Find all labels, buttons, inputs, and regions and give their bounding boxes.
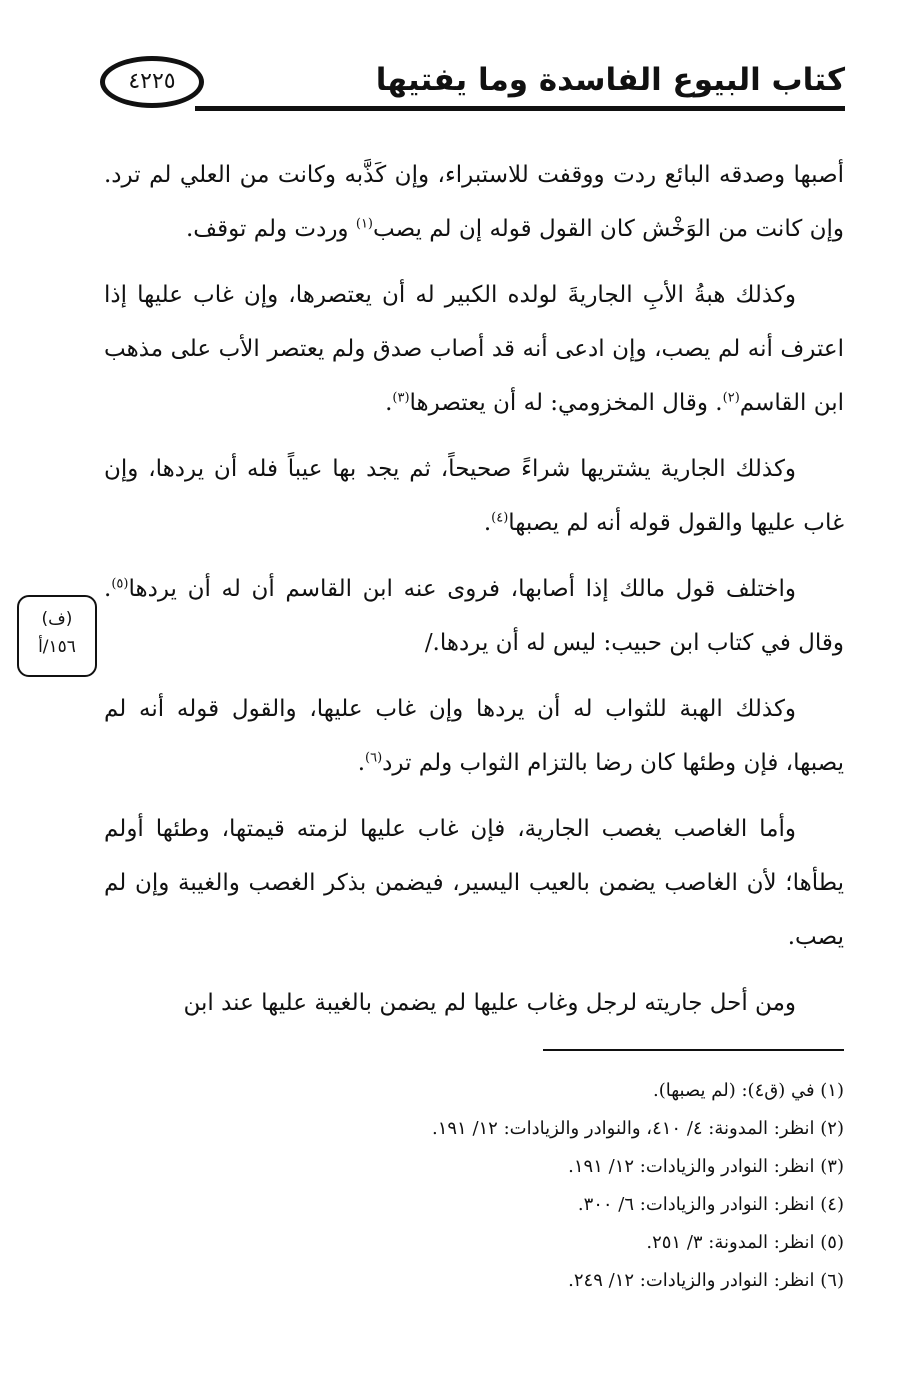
page-number: ٤٢٢٥ [128,69,176,94]
paragraph-1-tail: وردت ولم توقف. [185,216,356,242]
paragraph-2-text: وكذلك هبةُ الأبِ الجاريةَ لولده الكبير له أن يعتصرها، وإن غاب عليها إذا اعترف أنه لم يصب، وإن ادعى أنه قد أصاب صدق ولم يعتصر الأب على مذهب ابن القاسم [104,282,844,416]
paragraph-5 [104,682,844,790]
paragraph-3-text: وكذلك الجارية يشتريها شراءً صحيحاً، ثم يجد بها عيباً فله أن يردها، وإن غاب عليها والقول قوله أنه لم يصبها [104,456,844,536]
paragraph-4 [104,562,844,670]
footnote-4: (٤) انظر: النوادر والزيادات: ٦/ ٣٠٠. [577,1194,844,1215]
manuscript-folio-note [17,595,97,677]
footnotes [104,1072,844,1300]
footnote-ref-5[interactable]: (٥) [111,576,129,592]
paragraph-4-text: واختلف قول مالك إذا أصابها، فروى عنه ابن القاسم أن له أن يردها [128,576,796,602]
paragraph-2-tail: . وقال المخزومي: له أن يعتصرها [409,390,723,416]
footnote-2: (٢) انظر: المدونة: ٤/ ٤١٠، والنوادر والزيادات: ١٢/ ١٩١. [431,1118,844,1139]
footnote-ref-2[interactable]: (٢) [722,390,740,406]
paragraph-4-tail: . وقال في كتاب ابن حبيب: ليس له أن يردها./ [104,576,844,656]
footnote-ref-1[interactable]: (١) [355,216,373,232]
paragraph-5-text: وكذلك الهبة للثواب له أن يردها وإن غاب عليها، والقول قوله أنه لم يصبها، فإن وطئها كان رضا بالتزام الثواب ولم ترد [104,696,844,776]
footnote-6: (٦) انظر: النوادر والزيادات: ١٢/ ٢٤٩. [568,1270,844,1291]
paragraph-6 [104,802,844,964]
footnote-ref-4[interactable]: (٤) [491,510,509,526]
page-header [100,52,845,116]
footnote-ref-3[interactable]: (٣) [392,390,410,406]
footnote-3: (٣) انظر: النوادر والزيادات: ١٢/ ١٩١. [568,1156,844,1177]
paragraph-5-tail: . [357,750,365,776]
running-title: كتاب البيوع الفاسدة وما يفتيها [375,62,845,98]
footnote-ref-6[interactable]: (٦) [365,750,383,766]
folio-number: ١٥٦/أ [38,637,76,657]
paragraph-1 [104,148,844,256]
footnote-separator [543,1049,844,1051]
folio-source-label: (ف) [41,609,73,629]
paragraph-3-tail: . [483,510,492,536]
footnote-1: (١) في (ق٤): (لم يصبها). [652,1080,844,1101]
paragraph-3 [104,442,844,550]
paragraph-2-tail2: . [385,390,393,416]
paragraph-7-text: ومن أحل جاريته لرجل وغاب عليها لم يضمن بالغيبة عليها عند ابن [183,990,796,1016]
paragraph-1-text: أصبها وصدقه البائع ردت ووقفت للاستبراء، وإن كَذَّبه وكانت من العلي لم ترد. وإن كانت من الوَخْش كان القول قوله إن لم يصب [104,162,844,242]
header-rule [195,106,845,111]
page-number-oval [100,56,204,108]
paragraph-2 [104,268,844,430]
footnote-5: (٥) انظر: المدونة: ٣/ ٢٥١. [646,1232,844,1253]
paragraph-6-text: وأما الغاصب يغصب الجارية، فإن غاب عليها لزمته قيمتها، وطئها أولم يطأها؛ لأن الغاصب يضمن بالعيب اليسير، فيضمن بذكر الغصب والغيبة وإن لم يصب. [104,816,844,950]
main-text [104,148,844,1042]
paragraph-7 [104,976,844,1030]
